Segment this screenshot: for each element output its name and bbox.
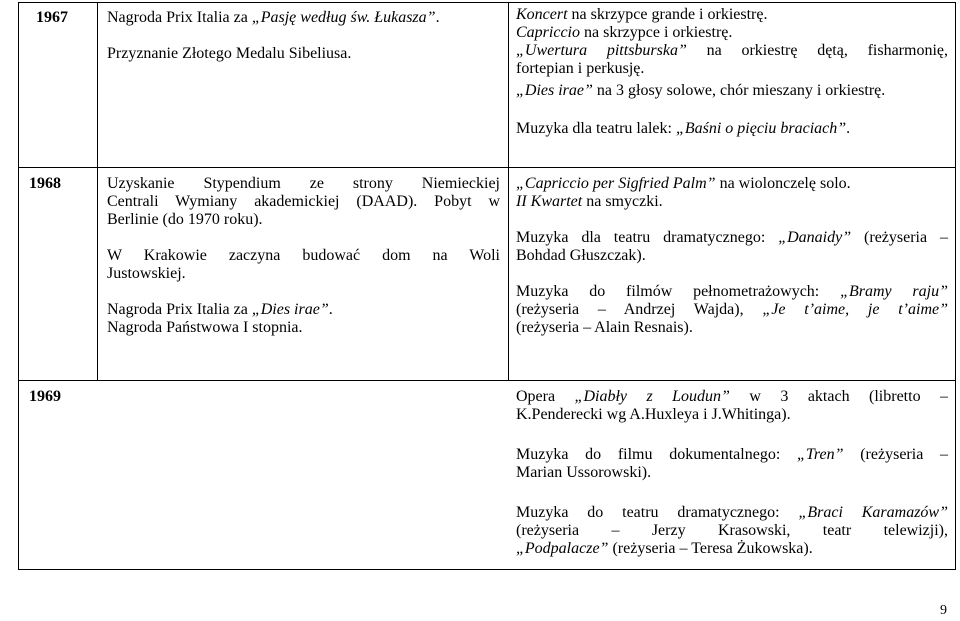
work-line: Opera „Diabły z Loudun” w 3 aktach (libretto – [516, 388, 949, 405]
work-line: Marian Ussorowski). [516, 464, 652, 481]
event-line: Uzyskanie Stypendium ze strony Niemieckiej [107, 175, 500, 192]
work-line: (reżyseria – Alain Resnais). [516, 319, 693, 336]
column-divider [508, 3, 509, 380]
year-1969: 1969 [29, 388, 61, 405]
work-line: „Uwertura pittsburska” na orkiestrę dętą, fisharmonię, [516, 42, 949, 59]
row-divider [19, 380, 955, 381]
row-1967-events [107, 9, 503, 63]
work-line: Bohdad Głuszczak). [516, 247, 646, 264]
work-line: Muzyka do filmu dokumentalnego: „Tren” (reżyseria – [516, 446, 948, 463]
work-line: Muzyka dla teatru dramatycznego: „Danaidy” (reżyseria – [516, 229, 949, 246]
work-line: „Dies irae” na 3 głosy solowe, chór mieszany i orkiestrę. [516, 82, 886, 99]
work-line: fortepian i perkusję. [516, 60, 645, 77]
event-line: Justowskiej. [107, 265, 186, 282]
work-line: (reżyseria – Jerzy Krasowski, teatr telewizji), [516, 522, 948, 539]
work-line: II Kwartet na smyczki. [516, 193, 663, 210]
event-line: Nagroda Państwowa I stopnia. [107, 319, 303, 336]
event-line: W Krakowie zaczyna budować dom na Woli [107, 247, 500, 264]
column-divider [97, 3, 98, 380]
year-1968: 1968 [29, 175, 61, 192]
work-line: K.Penderecki wg A.Huxleya i J.Whitinga). [516, 406, 791, 423]
row-1968-events [107, 175, 500, 337]
event-line: Nagroda Prix Italia za „Pasję według św. Łukasza”. [107, 9, 440, 26]
work-line: „Capriccio per Sigfried Palm” na wiolonczelę solo. [516, 175, 851, 192]
work-line: Muzyka dla teatru lalek: „Baśni o pięciu braciach”. [516, 120, 851, 137]
work-line: Muzyka do filmów pełnometrażowych: „Bramy raju” [516, 283, 948, 300]
event-line: Przyznanie Złotego Medalu Sibeliusa. [107, 45, 352, 62]
chronology-table [18, 2, 956, 570]
event-line: Berlinie (do 1970 roku). [107, 211, 263, 228]
page-number: 9 [940, 603, 947, 618]
event-line: Nagroda Prix Italia za „Dies irae”. [107, 301, 333, 318]
row-1969-works [516, 388, 948, 558]
row-1967-works [516, 6, 948, 138]
work-line: „Podpalacze” (reżyseria – Teresa Żukowska). [516, 540, 813, 557]
work-line: (reżyseria – Andrzej Wajda), „Je t’aime, je t’aime” [516, 301, 949, 318]
work-line: Koncert na skrzypce grande i orkiestrę. [516, 6, 768, 23]
event-line: Centrali Wymiany akademickiej (DAAD). Pobyt w [107, 193, 500, 210]
work-line: Capriccio na skrzypce i orkiestrę. [516, 24, 733, 41]
row-divider [19, 167, 955, 168]
row-1968-works [516, 175, 948, 337]
work-line: Muzyka do teatru dramatycznego: „Braci Karamazów” [516, 504, 948, 521]
year-1967: 1967 [36, 9, 68, 26]
